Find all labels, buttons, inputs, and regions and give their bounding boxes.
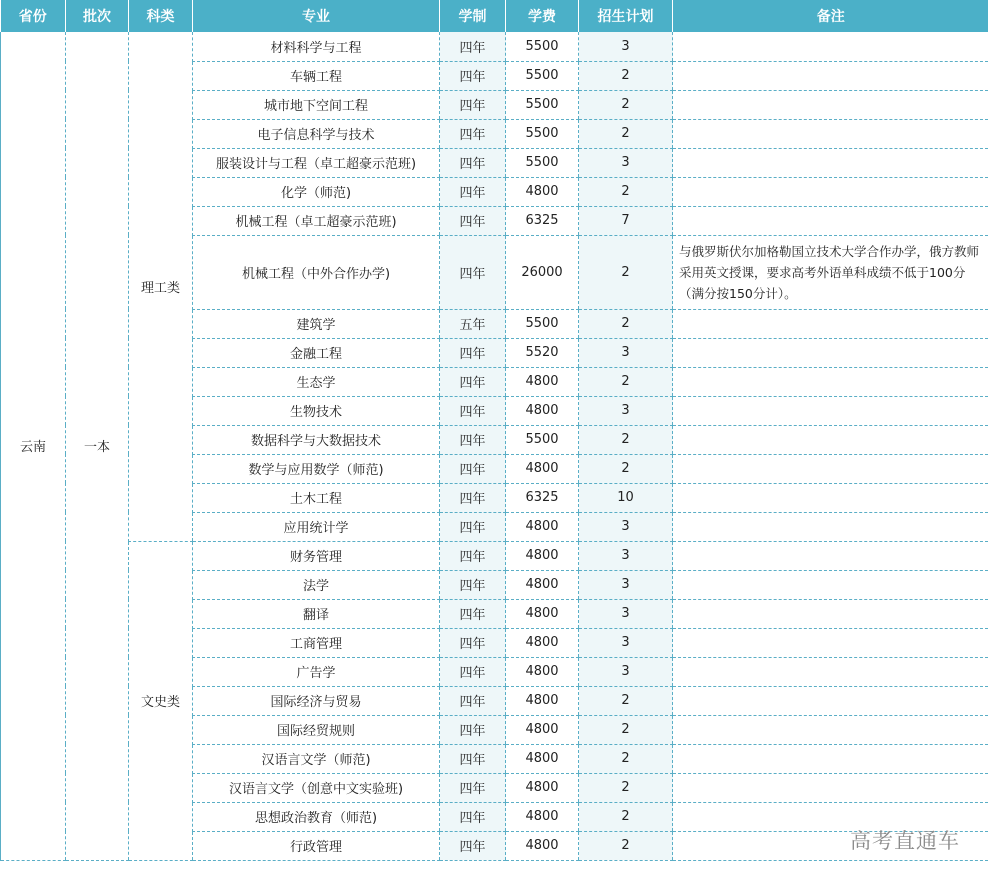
years-cell: 五年 (440, 309, 506, 338)
fee-cell: 5500 (506, 148, 579, 177)
fee-cell: 4800 (506, 177, 579, 206)
years-cell: 四年 (440, 715, 506, 744)
plan-cell: 2 (579, 454, 673, 483)
header-plan: 招生计划 (579, 0, 673, 32)
fee-cell: 4800 (506, 599, 579, 628)
plan-cell: 3 (579, 32, 673, 61)
plan-cell: 3 (579, 338, 673, 367)
note-cell (673, 715, 988, 744)
note-cell (673, 119, 988, 148)
header-major: 专业 (193, 0, 440, 32)
years-cell: 四年 (440, 628, 506, 657)
plan-cell: 2 (579, 90, 673, 119)
years-cell: 四年 (440, 454, 506, 483)
header-note: 备注 (673, 0, 988, 32)
plan-cell: 2 (579, 425, 673, 454)
note-cell (673, 206, 988, 235)
fee-cell: 5500 (506, 61, 579, 90)
plan-cell: 2 (579, 715, 673, 744)
fee-cell: 5500 (506, 119, 579, 148)
major-cell: 建筑学 (193, 309, 440, 338)
plan-cell: 10 (579, 483, 673, 512)
years-cell: 四年 (440, 802, 506, 831)
years-cell: 四年 (440, 90, 506, 119)
fee-cell: 4800 (506, 396, 579, 425)
years-cell: 四年 (440, 483, 506, 512)
plan-cell: 3 (579, 396, 673, 425)
fee-cell: 4800 (506, 715, 579, 744)
header-years: 学制 (440, 0, 506, 32)
plan-cell: 7 (579, 206, 673, 235)
fee-cell: 26000 (506, 235, 579, 309)
note-cell (673, 541, 988, 570)
years-cell: 四年 (440, 148, 506, 177)
major-cell: 机械工程（中外合作办学) (193, 235, 440, 309)
note-cell (673, 32, 988, 61)
plan-cell: 2 (579, 367, 673, 396)
years-cell: 四年 (440, 570, 506, 599)
plan-cell: 3 (579, 657, 673, 686)
plan-cell: 2 (579, 309, 673, 338)
major-cell: 数学与应用数学（师范) (193, 454, 440, 483)
fee-cell: 6325 (506, 206, 579, 235)
major-cell: 化学（师范) (193, 177, 440, 206)
major-cell: 翻译 (193, 599, 440, 628)
note-cell (673, 148, 988, 177)
major-cell: 车辆工程 (193, 61, 440, 90)
note-cell (673, 686, 988, 715)
years-cell: 四年 (440, 541, 506, 570)
fee-cell: 4800 (506, 541, 579, 570)
note-cell (673, 177, 988, 206)
fee-cell: 5500 (506, 425, 579, 454)
fee-cell: 4800 (506, 454, 579, 483)
plan-cell: 3 (579, 570, 673, 599)
note-cell (673, 773, 988, 802)
category-cell: 理工类 (129, 32, 193, 541)
major-cell: 金融工程 (193, 338, 440, 367)
major-cell: 法学 (193, 570, 440, 599)
category-cell: 文史类 (129, 541, 193, 860)
fee-cell: 4800 (506, 512, 579, 541)
note-cell (673, 396, 988, 425)
fee-cell: 4800 (506, 773, 579, 802)
plan-cell: 2 (579, 686, 673, 715)
plan-cell: 2 (579, 119, 673, 148)
years-cell: 四年 (440, 119, 506, 148)
header-category: 科类 (129, 0, 193, 32)
note-cell (673, 657, 988, 686)
major-cell: 国际经济与贸易 (193, 686, 440, 715)
major-cell: 国际经贸规则 (193, 715, 440, 744)
years-cell: 四年 (440, 686, 506, 715)
table-body (1, 32, 988, 860)
note-cell (673, 367, 988, 396)
header-fee: 学费 (506, 0, 579, 32)
note-cell (673, 512, 988, 541)
major-cell: 汉语言文学（师范) (193, 744, 440, 773)
fee-cell: 4800 (506, 802, 579, 831)
major-cell: 电子信息科学与技术 (193, 119, 440, 148)
years-cell: 四年 (440, 425, 506, 454)
years-cell: 四年 (440, 61, 506, 90)
plan-cell: 2 (579, 802, 673, 831)
note-cell (673, 628, 988, 657)
header-province: 省份 (1, 0, 66, 32)
years-cell: 四年 (440, 831, 506, 860)
plan-cell: 2 (579, 773, 673, 802)
years-cell: 四年 (440, 338, 506, 367)
batch-cell: 一本 (66, 32, 129, 860)
fee-cell: 4800 (506, 686, 579, 715)
major-cell: 生物技术 (193, 396, 440, 425)
province-cell: 云南 (1, 32, 66, 860)
note-cell (673, 599, 988, 628)
plan-cell: 2 (579, 831, 673, 860)
years-cell: 四年 (440, 32, 506, 61)
major-cell: 服装设计与工程（卓工超豪示范班) (193, 148, 440, 177)
major-cell: 工商管理 (193, 628, 440, 657)
major-cell: 汉语言文学（创意中文实验班) (193, 773, 440, 802)
plan-cell: 2 (579, 61, 673, 90)
years-cell: 四年 (440, 177, 506, 206)
fee-cell: 5520 (506, 338, 579, 367)
plan-cell: 3 (579, 541, 673, 570)
fee-cell: 4800 (506, 657, 579, 686)
plan-cell: 3 (579, 599, 673, 628)
table-row (1, 32, 988, 61)
note-cell: 与俄罗斯伏尔加格勒国立技术大学合作办学，俄方教师采用英文授课，要求高考外语单科成绩不低于100分（满分按150分计）。 (673, 235, 988, 309)
major-cell: 机械工程（卓工超豪示范班) (193, 206, 440, 235)
plan-cell: 2 (579, 744, 673, 773)
note-cell (673, 425, 988, 454)
fee-cell: 4800 (506, 628, 579, 657)
years-cell: 四年 (440, 512, 506, 541)
years-cell: 四年 (440, 773, 506, 802)
fee-cell: 5500 (506, 32, 579, 61)
years-cell: 四年 (440, 396, 506, 425)
table-row (1, 541, 988, 570)
note-cell (673, 570, 988, 599)
fee-cell: 4800 (506, 367, 579, 396)
note-cell (673, 338, 988, 367)
plan-cell: 3 (579, 148, 673, 177)
years-cell: 四年 (440, 599, 506, 628)
plan-cell: 3 (579, 512, 673, 541)
major-cell: 材料科学与工程 (193, 32, 440, 61)
years-cell: 四年 (440, 657, 506, 686)
major-cell: 数据科学与大数据技术 (193, 425, 440, 454)
major-cell: 土木工程 (193, 483, 440, 512)
watermark-text: 高考直通车 (850, 829, 960, 853)
major-cell: 应用统计学 (193, 512, 440, 541)
note-cell (673, 744, 988, 773)
plan-cell: 2 (579, 235, 673, 309)
fee-cell: 4800 (506, 744, 579, 773)
fee-cell: 5500 (506, 90, 579, 119)
major-cell: 思想政治教育（师范) (193, 802, 440, 831)
major-cell: 城市地下空间工程 (193, 90, 440, 119)
plan-cell: 3 (579, 628, 673, 657)
years-cell: 四年 (440, 744, 506, 773)
fee-cell: 5500 (506, 309, 579, 338)
major-cell: 行政管理 (193, 831, 440, 860)
note-cell (673, 309, 988, 338)
header-batch: 批次 (66, 0, 129, 32)
header-row (1, 0, 988, 32)
years-cell: 四年 (440, 206, 506, 235)
fee-cell: 4800 (506, 570, 579, 599)
note-cell (673, 61, 988, 90)
years-cell: 四年 (440, 235, 506, 309)
major-cell: 财务管理 (193, 541, 440, 570)
fee-cell: 4800 (506, 831, 579, 860)
note-cell (673, 483, 988, 512)
major-cell: 广告学 (193, 657, 440, 686)
fee-cell: 6325 (506, 483, 579, 512)
plan-cell: 2 (579, 177, 673, 206)
note-cell (673, 90, 988, 119)
major-cell: 生态学 (193, 367, 440, 396)
note-cell (673, 454, 988, 483)
years-cell: 四年 (440, 367, 506, 396)
